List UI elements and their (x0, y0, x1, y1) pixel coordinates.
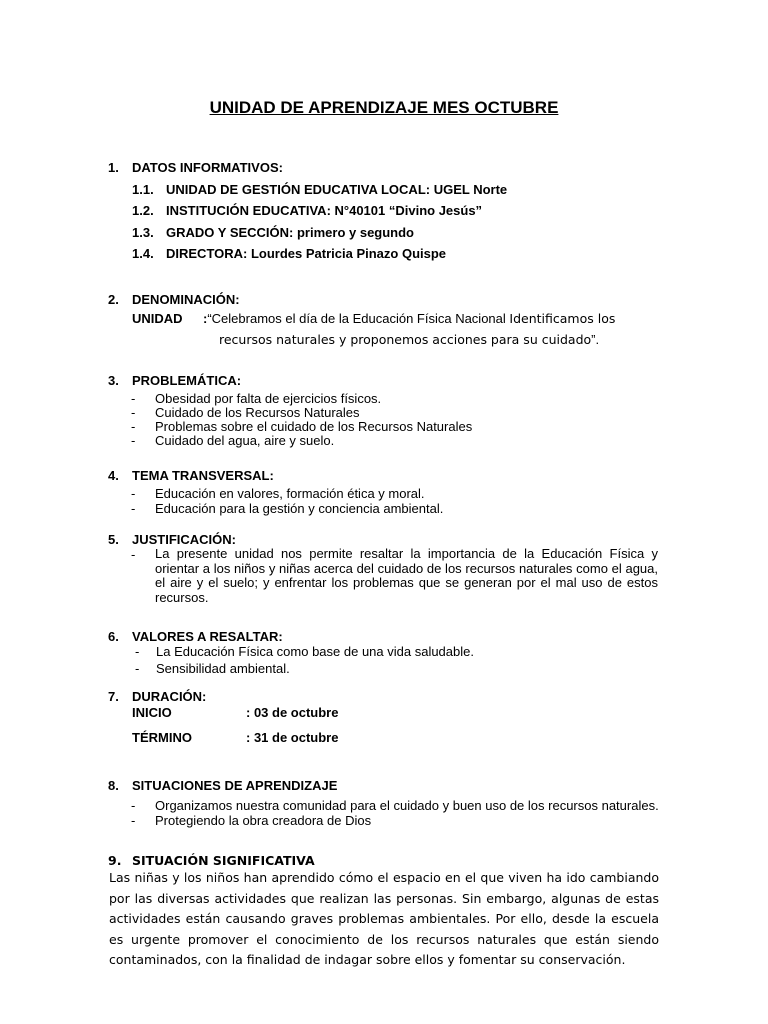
section-6-heading (108, 629, 283, 644)
bullet-dash: - (131, 391, 136, 406)
bullet-dash: - (131, 813, 136, 828)
item-text: DIRECTORA: Lourdes Patricia Pinazo Quispe (166, 246, 447, 261)
inicio-value: : 03 de octubre (246, 705, 339, 720)
item-text: UNIDAD DE GESTIÓN EDUCATIVA LOCAL: UGEL Norte (166, 182, 508, 197)
item-text: Sensibilidad ambiental. (156, 661, 290, 676)
item-text: Educación para la gestión y conciencia ambiental. (155, 501, 444, 516)
list-item (131, 433, 334, 448)
list-item (131, 798, 659, 813)
section-title: SITUACIONES DE APRENDIZAJE (132, 778, 338, 793)
item-text: Organizamos nuestra comunidad para el cuidado y buen uso de los recursos naturales. (155, 798, 659, 813)
section-number: 3. (108, 373, 119, 388)
bullet-dash: - (131, 419, 136, 434)
section-title: DATOS INFORMATIVOS: (132, 160, 283, 175)
list-item (131, 813, 371, 828)
section-title: PROBLEMÁTICA: (132, 373, 242, 388)
list-item (132, 203, 482, 218)
section-number: 8. (108, 778, 119, 793)
section-5-heading (108, 532, 236, 547)
item-text: GRADO Y SECCIÓN: primero y segundo (166, 225, 415, 240)
bullet-dash: - (131, 486, 136, 501)
bullet-dash: - (135, 644, 140, 659)
bullet-dash: - (135, 661, 140, 676)
item-number: 1.3. (132, 225, 154, 240)
section-8-heading (108, 778, 337, 793)
justification-text: La presente unidad nos permite resaltar la importancia de la Educación Física y orientar a los niños y niñas acerca del cuidado de los recursos naturales como el agua, el aire y el suelo; y enfrentar los problemas que se generan por el mal uso de estos recursos. (155, 546, 658, 605)
section-7-heading (108, 689, 206, 704)
justification-dash (131, 547, 155, 562)
list-item (131, 419, 472, 434)
unidad-bold-text: Identificamos los (509, 311, 616, 326)
page-title: UNIDAD DE APRENDIZAJE MES OCTUBRE (209, 98, 559, 117)
item-number: 1.1. (132, 182, 154, 197)
unidad-text-start: “Celebramos el día de la Educación Física Nacional (207, 311, 510, 326)
section-1-heading (108, 160, 283, 175)
section-number: 7. (108, 689, 119, 704)
item-text: Protegiendo la obra creadora de Dios (155, 813, 372, 828)
section-number: 1. (108, 160, 119, 175)
section-title: SITUACIÓN SIGNIFICATIVA (132, 853, 315, 868)
section-number: 6. (108, 629, 119, 644)
bullet-dash: - (131, 798, 136, 813)
inicio-label: INICIO (132, 705, 172, 720)
section-title: DURACIÓN: (132, 689, 207, 704)
section-3-heading (108, 373, 241, 388)
list-item (131, 391, 381, 406)
list-item (131, 501, 443, 516)
item-text: Cuidado de los Recursos Naturales (155, 405, 360, 420)
section-number: 5. (108, 532, 119, 547)
unidad-label: UNIDAD (132, 311, 183, 326)
list-item (132, 182, 507, 197)
unidad-colon: : (203, 311, 208, 326)
bullet-dash: - (131, 433, 136, 448)
section-2-heading (108, 292, 240, 307)
item-text: INSTITUCIÓN EDUCATIVA: N°40101 “Divino Jesús” (166, 203, 483, 218)
termino-row (132, 730, 338, 745)
termino-value: : 31 de octubre (246, 730, 339, 745)
list-item (135, 661, 290, 676)
bullet-dash: - (131, 405, 136, 420)
section-4-heading (108, 468, 274, 483)
list-item (132, 225, 414, 240)
section-title: VALORES A RESALTAR: (132, 629, 283, 644)
item-text: Cuidado del agua, aire y suelo. (155, 433, 335, 448)
bullet-dash: - (131, 547, 136, 562)
unidad-line-2 (219, 331, 599, 349)
section-number: 4. (108, 468, 119, 483)
unidad-quote-close: ”. (591, 332, 600, 347)
section-9-heading (108, 853, 315, 868)
significant-situation-text: Las niñas y los niños han aprendido cómo el espacio en el que viven ha ido cambiando por las diversas actividades que realizan las personas. Sin embargo, algunas de estas actividades están causando graves problemas ambientales. Por ello, desde la escuela es urgente promover el conocimiento de los recursos naturales que están siendo contaminados, con la finalidad de indagar sobre ellos y fomentar su conservación. (109, 870, 659, 967)
item-number: 1.2. (132, 203, 154, 218)
section-number: 2. (108, 292, 119, 307)
bullet-dash: - (131, 501, 136, 516)
list-item (131, 486, 425, 501)
section-number: 9. (108, 853, 122, 868)
item-text: Educación en valores, formación ética y moral. (155, 486, 425, 501)
section-title: DENOMINACIÓN: (132, 292, 240, 307)
list-item (131, 405, 360, 420)
list-item (135, 644, 474, 659)
item-text: Obesidad por falta de ejercicios físicos. (155, 391, 382, 406)
item-text: Problemas sobre el cuidado de los Recursos Naturales (155, 419, 473, 434)
list-item (132, 246, 446, 261)
inicio-row (132, 705, 338, 720)
unidad-bold-text-2: recursos naturales y proponemos acciones para su cuidado (219, 332, 592, 347)
item-text: La Educación Física como base de una vida saludable. (156, 644, 474, 659)
section-title: TEMA TRANSVERSAL: (132, 468, 274, 483)
section-title: JUSTIFICACIÓN: (132, 532, 236, 547)
item-number: 1.4. (132, 246, 154, 261)
unidad-line-1 (132, 311, 615, 326)
termino-label: TÉRMINO (132, 730, 192, 745)
